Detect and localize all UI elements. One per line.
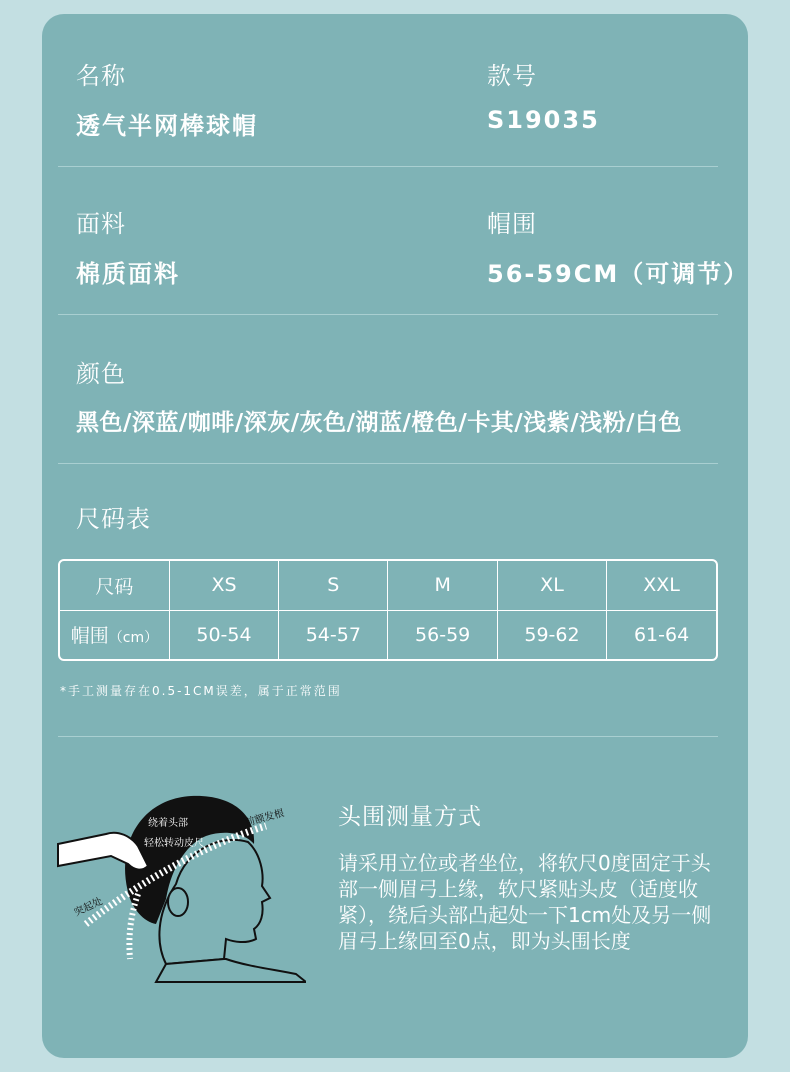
divider: [58, 166, 718, 167]
product-info-card: [42, 14, 748, 1058]
style-no-label: 款号: [487, 62, 537, 90]
divider: [58, 314, 718, 315]
circumference-label: 帽围: [487, 210, 537, 238]
size-row-header: 尺码: [60, 561, 169, 610]
circumference-value: 56-59CM（可调节）: [487, 260, 750, 288]
circumference-cell: 61-64: [633, 623, 690, 646]
measure-body: 请采用立位或者坐位，将软尺0度固定于头部一侧眉弓上缘，软尺紧贴头皮（适度收紧），绕后头部凸起处一下1cm处及另一侧眉弓上缘回至0点，即为头围长度: [338, 851, 712, 953]
divider: [58, 463, 718, 464]
circumference-cell: 54-57: [279, 610, 388, 659]
material-value: 棉质面料: [76, 260, 180, 288]
size-cell: XXL: [607, 561, 716, 610]
label-protrusion: 突起处: [72, 896, 105, 919]
size-cell: XL: [497, 561, 606, 610]
measure-title: 头围测量方式: [338, 804, 482, 830]
neck-outline: [156, 959, 306, 982]
size-cell: XS: [169, 561, 278, 610]
label-around-head: 绕着头部: [148, 818, 188, 829]
circumference-row-header: [60, 610, 169, 659]
style-no-value: S19035: [487, 106, 600, 134]
name-label: 名称: [76, 62, 126, 90]
ear-shape: [168, 888, 188, 916]
circumference-row: [60, 610, 716, 659]
label-rotate-ruler: 轻松转动皮尺: [144, 838, 204, 849]
material-label: 面料: [76, 210, 126, 238]
label-forehead-hairline: 前额发根: [243, 807, 286, 829]
size-cell: M: [388, 561, 497, 610]
circumference-cell: 56-59: [388, 610, 497, 659]
size-chart-title: 尺码表: [76, 505, 151, 533]
circumference-cell: 50-54: [169, 610, 278, 659]
measurement-note: *手工测量存在0.5-1CM误差，属于正常范围: [60, 684, 342, 698]
head-measurement-illustration: [56, 774, 306, 984]
circumference-header-text: 帽围: [70, 625, 109, 648]
circumference-cell: 59-62: [497, 610, 606, 659]
divider: [58, 736, 718, 737]
size-cell: S: [279, 561, 388, 610]
size-table: [58, 559, 718, 661]
color-label: 颜色: [76, 360, 126, 388]
name-value: 透气半网棒球帽: [76, 112, 258, 140]
size-row: [60, 561, 716, 610]
color-value: 黑色/深蓝/咖啡/深灰/灰色/湖蓝/橙色/卡其/浅紫/浅粉/白色: [76, 410, 683, 436]
unit-text: （cm）: [108, 630, 159, 647]
